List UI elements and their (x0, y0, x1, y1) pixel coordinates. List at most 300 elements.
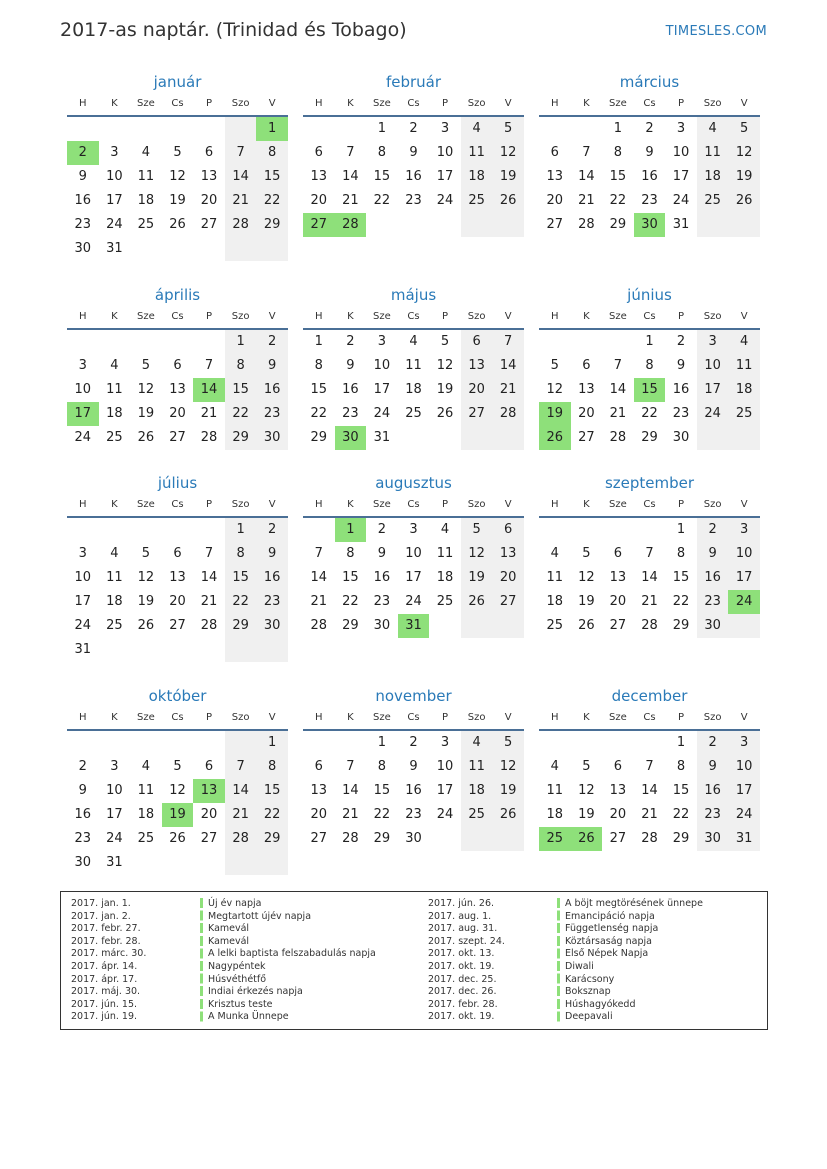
day-cell: 2 (409, 735, 418, 750)
day-cell: 17 (106, 193, 123, 208)
day-cell: 18 (106, 594, 123, 609)
day-cell: 3 (110, 759, 119, 774)
day-cell: 28 (225, 213, 257, 237)
day-cell: 29 (641, 430, 658, 445)
weekday-header: Cs (398, 707, 430, 731)
day-cell: 1 (225, 518, 257, 542)
empty-cell (162, 518, 194, 542)
day-cell: 25 (728, 402, 760, 426)
empty-cell (99, 117, 131, 141)
month-7 (67, 472, 288, 662)
day-cell: 6 (314, 145, 323, 160)
day-cell: 30 (697, 827, 729, 851)
day-cell: 28 (310, 618, 328, 633)
day-cell: 26 (492, 803, 524, 827)
day-cell: 26 (539, 426, 571, 450)
month-name: február (385, 73, 442, 91)
month-10 (67, 685, 288, 875)
weekday-header: K (571, 707, 603, 731)
day-cell: 10 (436, 759, 454, 774)
day-cell: 28 (641, 618, 658, 633)
day-cell: 14 (193, 378, 225, 402)
weekday-header: P (665, 494, 697, 518)
holiday-date: 2017. jan. 2. (71, 910, 131, 922)
day-cell: 30 (256, 426, 288, 450)
day-cell: 13 (546, 169, 564, 184)
day-cell: 8 (676, 759, 686, 774)
day-cell: 27 (609, 618, 627, 633)
day-cell: 15 (373, 169, 391, 184)
holiday-date: 2017. márc. 30. (71, 948, 147, 960)
day-cell: 10 (436, 145, 454, 160)
day-cell: 7 (645, 759, 654, 774)
day-cell: 3 (697, 330, 729, 354)
day-cell: 4 (141, 145, 151, 160)
holiday-date: 2017. jún. 15. (71, 998, 138, 1010)
weekday-header: Sze (130, 306, 162, 330)
weekday-header: V (492, 494, 524, 518)
day-cell: 13 (169, 570, 186, 585)
empty-cell (162, 731, 194, 755)
day-cell: 29 (310, 430, 328, 445)
weekday-header: Cs (634, 707, 666, 731)
holiday-date: 2017. szept. 24. (428, 935, 505, 947)
empty-cell (492, 614, 524, 638)
day-cell: 21 (641, 594, 658, 609)
empty-cell (697, 213, 729, 237)
day-cell: 21 (492, 378, 524, 402)
day-cell: 22 (672, 807, 690, 822)
day-cell: 6 (204, 145, 214, 160)
day-cell: 25 (461, 803, 493, 827)
weekday-header: H (303, 707, 335, 731)
day-cell: 2 (67, 141, 99, 165)
day-cell: 8 (676, 546, 686, 561)
day-cell: 23 (697, 803, 729, 827)
holiday-name: Húshagyókedd (565, 998, 636, 1010)
day-cell: 24 (405, 594, 422, 609)
day-cell: 30 (697, 614, 729, 638)
day-cell: 29 (373, 831, 391, 846)
day-cell: 10 (672, 145, 690, 160)
month-12 (539, 685, 760, 851)
day-cell: 6 (613, 546, 623, 561)
weekday-header: V (728, 306, 760, 330)
day-cell: 4 (697, 117, 729, 141)
month-name: december (611, 687, 688, 705)
day-cell: 3 (728, 518, 760, 542)
month-11 (303, 685, 524, 851)
empty-cell (256, 638, 288, 662)
weekday-header: P (429, 306, 461, 330)
weekday-header: Cs (398, 93, 430, 117)
empty-cell (634, 518, 666, 542)
month-name: március (619, 73, 680, 91)
day-cell: 3 (676, 121, 686, 136)
day-cell: 9 (697, 542, 729, 566)
brand-link[interactable]: TIMESLES.COM (665, 24, 767, 39)
weekday-header: Cs (162, 306, 194, 330)
day-cell: 11 (461, 141, 493, 165)
weekday-header: P (665, 306, 697, 330)
day-cell: 23 (342, 406, 359, 421)
day-cell: 14 (225, 779, 257, 803)
weekday-header: H (303, 494, 335, 518)
month-6 (539, 284, 760, 450)
day-cell: 9 (409, 145, 418, 160)
day-cell: 20 (169, 406, 186, 421)
holiday-name: Új év napja (208, 898, 262, 909)
empty-cell (225, 851, 257, 875)
day-cell: 23 (672, 406, 690, 421)
day-cell: 30 (373, 618, 391, 633)
day-cell: 17 (74, 594, 92, 609)
day-cell: 8 (225, 354, 257, 378)
empty-cell (539, 117, 571, 141)
weekday-header: P (193, 93, 225, 117)
day-cell: 19 (162, 803, 194, 827)
day-cell: 19 (578, 594, 595, 609)
day-cell: 8 (613, 145, 623, 160)
day-cell: 4 (110, 546, 119, 561)
day-cell: 7 (346, 759, 355, 774)
day-cell: 20 (200, 193, 218, 208)
day-cell: 25 (436, 594, 454, 609)
day-cell: 22 (256, 803, 288, 827)
day-cell: 1 (256, 731, 288, 755)
weekday-header: Sze (366, 494, 398, 518)
day-cell: 16 (256, 566, 288, 590)
day-cell: 18 (405, 382, 422, 397)
weekday-header: K (571, 494, 603, 518)
day-cell: 14 (609, 382, 627, 397)
day-cell: 3 (440, 735, 450, 750)
weekday-header: Szo (461, 306, 493, 330)
day-cell: 3 (110, 145, 119, 160)
day-cell: 1 (225, 330, 257, 354)
day-cell: 5 (728, 117, 760, 141)
day-cell: 16 (373, 570, 391, 585)
empty-cell (697, 426, 729, 450)
weekday-header: K (335, 707, 367, 731)
holiday-date: 2017. dec. 26. (428, 986, 497, 998)
weekday-header: V (728, 93, 760, 117)
holiday-name: Emancipáció napja (565, 910, 655, 922)
day-cell: 28 (609, 430, 627, 445)
holiday-legend (60, 891, 768, 1030)
day-cell: 21 (342, 193, 359, 208)
day-cell: 17 (697, 378, 729, 402)
day-cell: 20 (200, 807, 218, 822)
weekday-header: Sze (366, 707, 398, 731)
month-3 (539, 71, 760, 237)
day-cell: 12 (578, 570, 595, 585)
day-cell: 19 (539, 402, 571, 426)
day-cell: 27 (546, 217, 564, 232)
day-cell: 16 (74, 193, 92, 208)
empty-cell (492, 213, 524, 237)
day-cell: 12 (137, 382, 155, 397)
day-cell: 7 (225, 141, 257, 165)
day-cell: 6 (204, 759, 214, 774)
holiday-date: 2017. jún. 19. (71, 1011, 138, 1023)
day-cell: 11 (728, 354, 760, 378)
day-cell: 29 (609, 217, 627, 232)
empty-cell (225, 237, 257, 261)
day-cell: 22 (373, 193, 391, 208)
day-cell: 10 (405, 546, 422, 561)
day-cell: 16 (405, 169, 422, 184)
day-cell: 6 (314, 759, 323, 774)
month-5 (303, 284, 524, 450)
day-cell: 11 (546, 570, 564, 585)
day-cell: 31 (106, 855, 123, 870)
day-cell: 2 (697, 731, 729, 755)
day-cell: 17 (728, 566, 760, 590)
holiday-name: Megtartott újév napja (208, 910, 312, 922)
day-cell: 21 (225, 189, 257, 213)
day-cell: 27 (609, 831, 627, 846)
empty-cell (130, 638, 162, 662)
empty-cell (539, 330, 571, 354)
month-days-grid (303, 306, 524, 450)
day-cell: 2 (346, 334, 355, 349)
weekday-header: Szo (461, 494, 493, 518)
day-cell: 12 (461, 542, 493, 566)
day-cell: 1 (335, 518, 367, 542)
day-cell: 5 (461, 518, 493, 542)
weekday-header: V (492, 93, 524, 117)
day-cell: 25 (461, 189, 493, 213)
holiday-name: Diwali (565, 960, 594, 972)
day-cell: 16 (697, 779, 729, 803)
empty-cell (193, 851, 225, 875)
weekday-header: Szo (225, 306, 257, 330)
day-cell: 20 (310, 193, 328, 208)
day-cell: 30 (74, 855, 92, 870)
day-cell: 11 (697, 141, 729, 165)
weekday-header: K (99, 93, 131, 117)
day-cell: 29 (225, 426, 257, 450)
day-cell: 5 (173, 145, 182, 160)
day-cell: 16 (641, 169, 658, 184)
empty-cell (256, 237, 288, 261)
day-cell: 5 (582, 759, 591, 774)
holiday-name: Első Népek Napja (565, 948, 649, 960)
empty-cell (571, 117, 603, 141)
day-cell: 24 (106, 217, 123, 232)
weekday-header: Sze (602, 707, 634, 731)
day-cell: 2 (78, 759, 87, 774)
weekday-header: P (429, 707, 461, 731)
day-cell: 5 (141, 546, 151, 561)
holiday-date: 2017. máj. 30. (71, 986, 141, 998)
empty-cell (303, 117, 335, 141)
day-cell: 5 (582, 546, 591, 561)
day-cell: 1 (676, 735, 686, 750)
weekday-header: V (492, 306, 524, 330)
day-cell: 11 (137, 169, 155, 184)
holiday-name: A böjt megtörésének ünnepe (565, 898, 703, 909)
day-cell: 6 (173, 546, 182, 561)
holiday-name: Karácsony (565, 973, 615, 985)
day-cell: 4 (461, 117, 493, 141)
day-cell: 23 (256, 402, 288, 426)
month-days-grid (67, 494, 288, 662)
day-cell: 25 (106, 618, 123, 633)
holiday-date: 2017. okt. 19. (428, 1011, 495, 1023)
day-cell: 14 (492, 354, 524, 378)
weekday-header: Szo (697, 707, 729, 731)
day-cell: 19 (578, 807, 595, 822)
weekday-header: Sze (602, 93, 634, 117)
day-cell: 9 (346, 358, 355, 373)
day-cell: 13 (461, 354, 493, 378)
weekday-header: Szo (225, 494, 257, 518)
day-cell: 25 (106, 430, 123, 445)
holiday-name: Húsvéthétfő (208, 973, 267, 985)
day-cell: 12 (546, 382, 564, 397)
day-cell: 30 (74, 241, 92, 256)
day-cell: 2 (256, 330, 288, 354)
day-cell: 7 (492, 330, 524, 354)
day-cell: 19 (728, 165, 760, 189)
day-cell: 10 (106, 169, 123, 184)
day-cell: 19 (492, 165, 524, 189)
legend-names-right (565, 898, 703, 1024)
day-cell: 14 (641, 570, 658, 585)
legend-dates-left (71, 898, 146, 1024)
weekday-header: Sze (366, 93, 398, 117)
month-name: április (154, 286, 201, 304)
day-cell: 16 (405, 783, 422, 798)
day-cell: 15 (342, 570, 359, 585)
day-cell: 28 (641, 831, 658, 846)
day-cell: 23 (373, 594, 391, 609)
day-cell: 18 (137, 193, 155, 208)
day-cell: 29 (256, 213, 288, 237)
month-days-grid (303, 93, 524, 237)
day-cell: 21 (310, 594, 328, 609)
day-cell: 29 (225, 614, 257, 638)
day-cell: 15 (373, 783, 391, 798)
empty-cell (335, 117, 367, 141)
day-cell: 18 (436, 570, 454, 585)
empty-cell (461, 614, 493, 638)
day-cell: 26 (492, 189, 524, 213)
empty-cell (461, 827, 493, 851)
day-cell: 30 (335, 426, 367, 450)
empty-cell (602, 731, 634, 755)
day-cell: 21 (609, 406, 627, 421)
empty-cell (130, 237, 162, 261)
day-cell: 25 (546, 618, 564, 633)
day-cell: 22 (225, 590, 257, 614)
day-cell: 15 (225, 566, 257, 590)
day-cell: 8 (645, 358, 654, 373)
holiday-date: 2017. ápr. 17. (71, 973, 138, 985)
holiday-date: 2017. febr. 27. (71, 923, 141, 935)
month-name: július (157, 474, 198, 492)
day-cell: 14 (200, 570, 218, 585)
day-cell: 18 (728, 378, 760, 402)
day-cell: 14 (641, 783, 658, 798)
day-cell: 16 (697, 566, 729, 590)
day-cell: 3 (377, 334, 387, 349)
weekday-header: P (193, 494, 225, 518)
empty-cell (398, 213, 430, 237)
day-cell: 24 (436, 807, 454, 822)
day-cell: 12 (492, 755, 524, 779)
month-days-grid (539, 93, 760, 237)
day-cell: 17 (728, 779, 760, 803)
day-cell: 18 (461, 165, 493, 189)
day-cell: 31 (398, 614, 430, 638)
empty-cell (429, 426, 461, 450)
day-cell: 11 (106, 570, 123, 585)
day-cell: 2 (697, 518, 729, 542)
weekday-header: V (256, 494, 288, 518)
day-cell: 29 (256, 827, 288, 851)
day-cell: 9 (409, 759, 418, 774)
weekday-header: H (67, 306, 99, 330)
empty-cell (193, 731, 225, 755)
month-2 (303, 71, 524, 237)
day-cell: 13 (193, 779, 225, 803)
holiday-name: Kamevál (208, 923, 250, 935)
day-cell: 3 (409, 522, 418, 537)
empty-cell (256, 851, 288, 875)
day-cell: 16 (342, 382, 359, 397)
empty-cell (99, 518, 131, 542)
empty-cell (728, 614, 760, 638)
day-cell: 6 (613, 759, 623, 774)
empty-cell (130, 851, 162, 875)
day-cell: 26 (571, 827, 603, 851)
day-cell: 9 (377, 546, 387, 561)
day-cell: 27 (200, 831, 218, 846)
day-cell: 15 (310, 382, 328, 397)
day-cell: 19 (492, 779, 524, 803)
day-cell: 4 (440, 522, 450, 537)
legend-marker-left (200, 898, 203, 1024)
day-cell: 18 (546, 594, 564, 609)
weekday-header: Szo (461, 93, 493, 117)
empty-cell (162, 237, 194, 261)
day-cell: 31 (74, 642, 92, 657)
day-cell: 8 (256, 141, 288, 165)
holiday-date: 2017. dec. 25. (428, 973, 497, 985)
day-cell: 7 (314, 546, 323, 561)
day-cell: 25 (697, 189, 729, 213)
weekday-header: K (99, 707, 131, 731)
day-cell: 1 (377, 121, 387, 136)
day-cell: 23 (405, 807, 422, 822)
day-cell: 6 (492, 518, 524, 542)
day-cell: 18 (697, 165, 729, 189)
day-cell: 13 (310, 783, 328, 798)
day-cell: 11 (137, 783, 155, 798)
empty-cell (335, 731, 367, 755)
day-cell: 2 (676, 334, 686, 349)
legend-marker-right (557, 898, 560, 1024)
day-cell: 9 (645, 145, 654, 160)
weekday-header: Sze (602, 494, 634, 518)
day-cell: 10 (74, 570, 92, 585)
day-cell: 5 (550, 358, 559, 373)
day-cell: 2 (256, 518, 288, 542)
weekday-header: K (335, 494, 367, 518)
